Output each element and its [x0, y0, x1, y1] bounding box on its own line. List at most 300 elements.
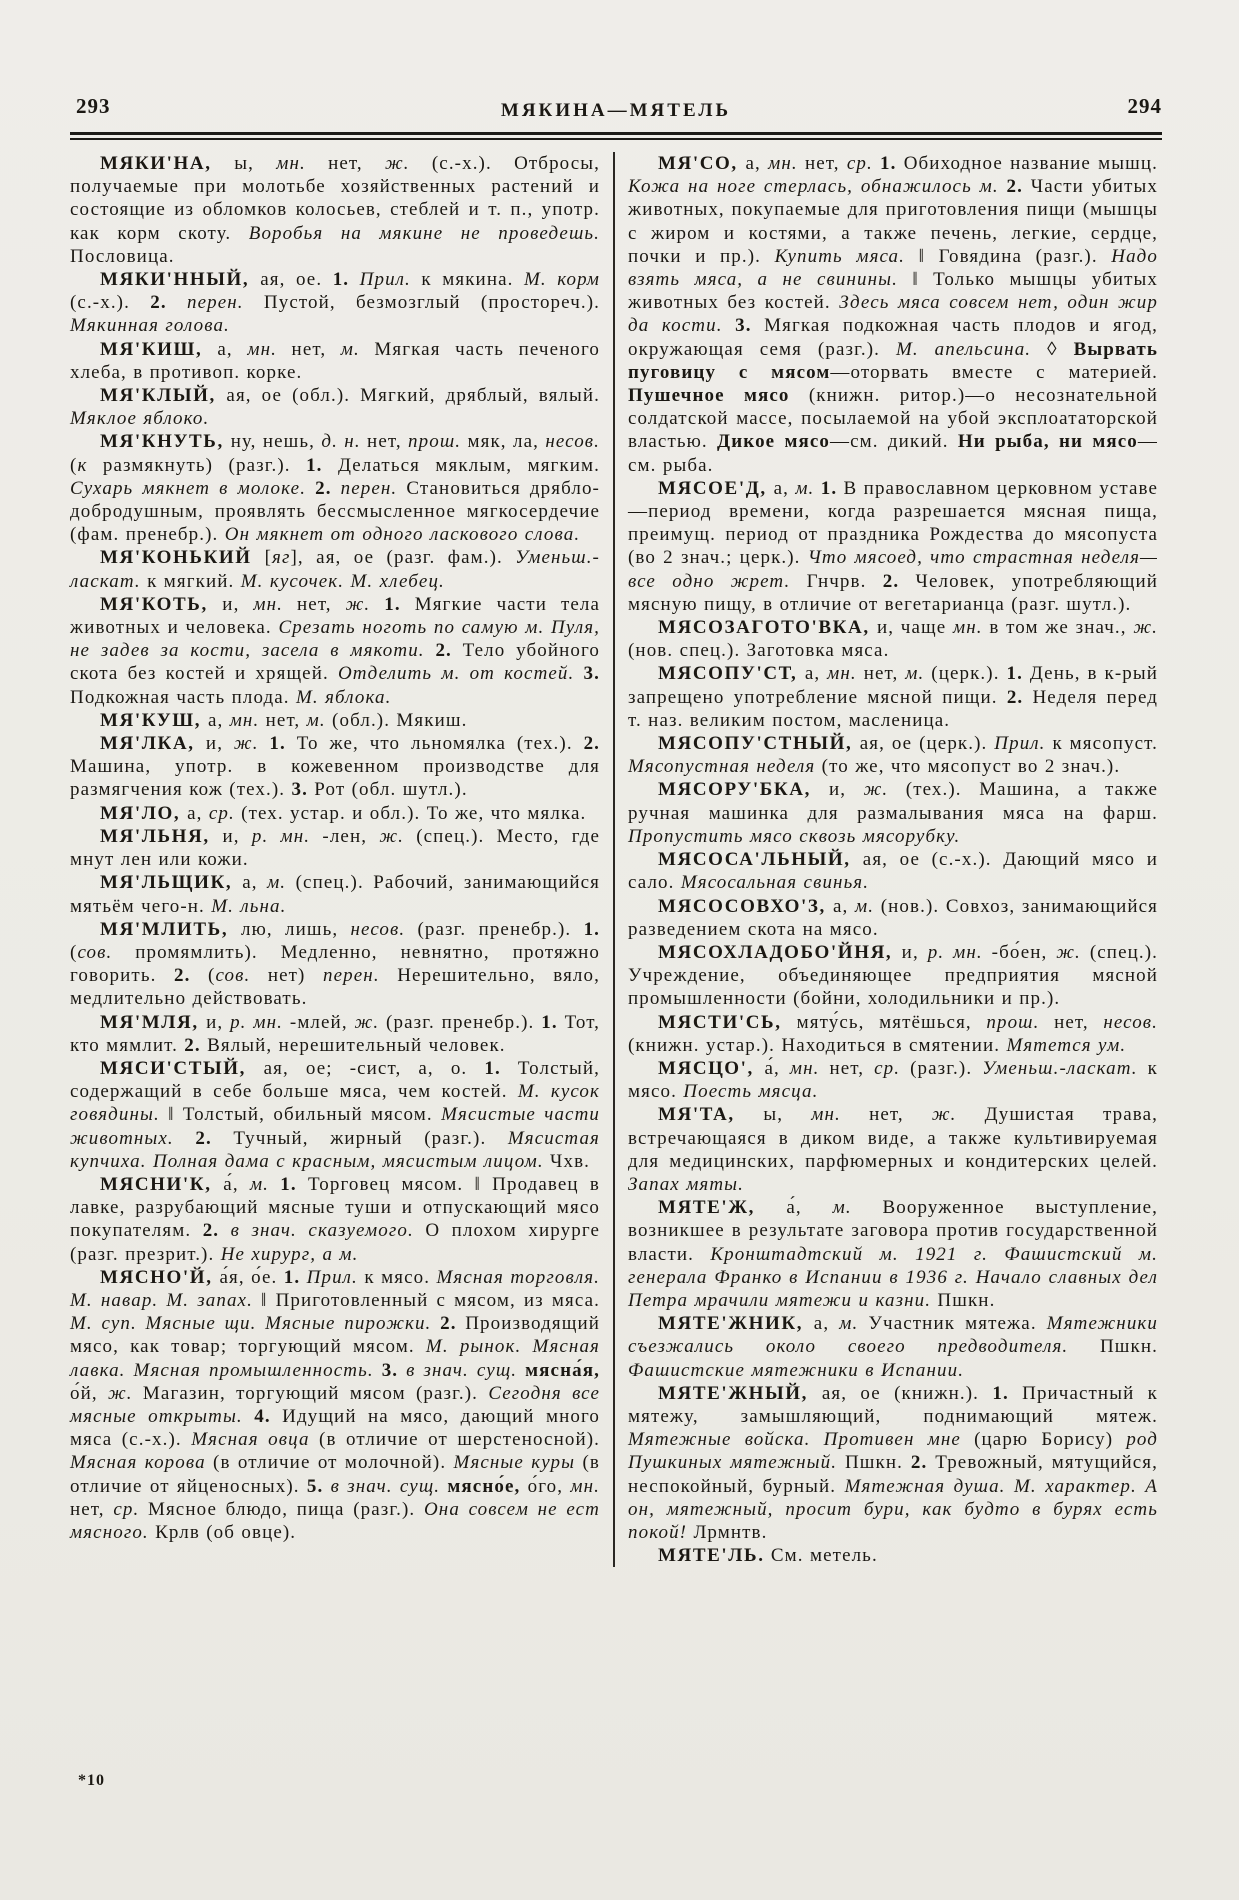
definition-text: ая, ое (книжн.).: [821, 1382, 993, 1404]
bold-text: Дикое мясо: [717, 431, 831, 453]
headword: МЯКИ'НА,: [100, 153, 235, 174]
headword: МЯ'КОНЬКИЙ: [100, 547, 265, 569]
bold-text: 1.: [820, 477, 838, 499]
headword: МЯ'КОТЬ,: [100, 593, 223, 615]
dictionary-entry: [70, 918, 600, 1011]
definition-text: а́,: [223, 1173, 250, 1195]
example-or-label-text: М. льна.: [211, 895, 287, 917]
headword: МЯТЕ'ЖНИК,: [658, 1313, 814, 1335]
example-or-label-text: сов.: [77, 941, 113, 963]
definition-text: (с.-х.). Отбросы, получаемые при молотьбе хозяйственных растений и состоящие из обломков колосьев, стеблей и т. п., употр. как корм скоту.: [70, 153, 600, 244]
example-or-label-text: несов.: [350, 918, 406, 940]
dictionary-entry: [70, 1011, 600, 1057]
definition-text: Чхв.: [543, 1150, 591, 1172]
definition-text: [167, 292, 187, 313]
definition-text: Толстый, содержащий в себе больше мяса, чем костей.: [70, 1057, 600, 1103]
dictionary-entry: [628, 477, 1158, 616]
bold-text: 1.: [280, 1173, 297, 1195]
definition-text: и,: [222, 593, 254, 615]
dictionary-entry: [70, 825, 600, 871]
definition-text: Гнчрв.: [790, 570, 883, 592]
definition-text: Тот, кто мямлит.: [70, 1011, 601, 1056]
definition-text: ну, нешь,: [230, 431, 322, 453]
definition-text: [574, 663, 583, 684]
definition-text: а́,: [786, 1197, 833, 1219]
definition-text: (спец.). Учреждение, объединяющее предприятия мясной промышленности (бойни, холодильники и пр.).: [628, 941, 1158, 1010]
definition-text: Торговец мясом. ‖ Продавец в лавке, разрубающий мясные туши и отпускающий мясо покупателям.: [70, 1173, 601, 1242]
definition-text: (то же, что мясопуст во 2 знач.).: [815, 756, 1121, 778]
dictionary-entry: [70, 384, 600, 430]
example-or-label-text: м.: [249, 1173, 270, 1195]
dictionary-entry: [70, 802, 600, 825]
dictionary-entry: [628, 152, 1158, 477]
definition-text: ‖ Только мышцы убитых животных без костей.: [628, 269, 1158, 314]
definition-text: [723, 315, 736, 336]
definition-text: [269, 1174, 280, 1195]
definition-text: -лен,: [310, 825, 380, 847]
headword: МЯСОПУ'СТ,: [658, 663, 805, 685]
definition-text: о́го,: [520, 1475, 571, 1497]
definition-text: (в отличие от шерстеносной).: [309, 1429, 600, 1451]
example-or-label-text: м.: [795, 477, 815, 499]
example-or-label-text: Воробья на мякине не проведешь.: [248, 222, 600, 244]
example-or-label-text: мн.: [247, 338, 277, 360]
headword: МЯСТИ'СЬ,: [658, 1011, 797, 1033]
definition-text: Части убитых животных, покупаемые для приготовления пищи (мышцы с жиром и костями, а также печень, легкие, сердце, почки и пр.).: [628, 176, 1158, 267]
bold-text: 2.: [1006, 176, 1023, 198]
example-or-label-text: Что мясоед, что страстная неделя—все одно жрет.: [628, 547, 1159, 592]
dictionary-entry: [628, 941, 1158, 1011]
headword: МЯТЕ'ЛЬ.: [658, 1545, 765, 1567]
example-or-label-text: Здесь мяса совсем нет, один жир да кости.: [628, 292, 1159, 337]
example-or-label-text: ср.: [113, 1498, 140, 1520]
example-or-label-text: Мякинная голова.: [70, 315, 230, 337]
headword: МЯ'ТА,: [658, 1104, 764, 1126]
definition-text: нет,: [797, 153, 847, 174]
left-column: [70, 152, 600, 1567]
example-or-label-text: р. мн.: [927, 941, 983, 963]
example-or-label-text: М. яблока.: [296, 686, 392, 708]
definition-text: нет,: [840, 1104, 932, 1126]
bold-text: 2.: [1006, 686, 1024, 708]
example-or-label-text: Мясная торговля. М. навар. М. запах.: [70, 1266, 601, 1311]
bold-text: 1.: [484, 1057, 501, 1079]
example-or-label-text: мн.: [229, 709, 260, 731]
bold-text: 1.: [283, 1266, 301, 1288]
page-content: [70, 94, 1162, 1567]
bold-text: Пушечное мясо: [628, 385, 790, 407]
definition-text: Мягкая часть печеного хлеба, в противоп. корке.: [70, 338, 600, 383]
bold-text: 1.: [541, 1011, 558, 1033]
definition-text: а,: [187, 802, 209, 824]
definition-text: [259, 733, 270, 754]
definition-text: (: [70, 941, 78, 963]
definition-text: а́,: [764, 1057, 790, 1079]
example-or-label-text: ж.: [931, 1104, 957, 1126]
example-or-label-text: мн.: [789, 1057, 820, 1079]
headword: МЯ'ЛО,: [100, 802, 188, 824]
definition-text: (церк.).: [924, 663, 1007, 685]
definition-text: Пшкн.: [1068, 1336, 1158, 1358]
definition-text: Магазин, торгующий мясом (разг.).: [132, 1382, 489, 1404]
example-or-label-text: р. мн.: [230, 1011, 284, 1033]
example-or-label-text: ж.: [863, 779, 889, 801]
definition-text: [306, 478, 315, 499]
bold-text: 2.: [150, 292, 167, 314]
definition-text: к мясопуст.: [1045, 733, 1158, 755]
definition-text: [873, 153, 880, 174]
dictionary-entry: [70, 709, 600, 732]
example-or-label-text: М. рынок. Мясная лавка. Мясная промышленность.: [70, 1336, 600, 1381]
bold-text: 2.: [435, 640, 452, 662]
headword: МЯСОРУ'БКА,: [658, 779, 829, 801]
definition-text: [323, 1476, 330, 1497]
definition-text: Душистая трава, встречающаяся в диком виде, а также культивируемая для медицинских, парфюмерных и кондитерских целей.: [628, 1104, 1159, 1172]
headword: МЯСЦО',: [658, 1057, 765, 1079]
example-or-label-text: мн.: [811, 1104, 841, 1126]
example-or-label-text: мн.: [570, 1475, 600, 1497]
definition-text: Вялый, нерешительный человек.: [200, 1034, 506, 1056]
example-or-label-text: М. апельсина.: [895, 338, 1032, 360]
definition-text: ая, ое (обл.). Мягкий, дряблый, вялый.: [226, 385, 600, 407]
headword: МЯКИ'ННЫЙ,: [100, 269, 261, 291]
definition-text: -бо́ен,: [982, 941, 1057, 963]
example-or-label-text: м.: [832, 1197, 852, 1219]
example-or-label-text: Мясные куры: [453, 1452, 576, 1474]
definition-text: нет): [250, 965, 324, 987]
example-or-label-text: ж.: [1056, 941, 1081, 963]
definition-text: [374, 1360, 382, 1381]
text-columns: [70, 152, 1162, 1567]
definition-text: а,: [745, 153, 769, 174]
definition-text: Идущий на мясо, дающий много мяса (с.-х.).: [70, 1405, 600, 1451]
headword: МЯ'МЛЯ,: [100, 1011, 207, 1033]
bold-text: 4.: [254, 1405, 271, 1427]
example-or-label-text: м.: [267, 872, 287, 894]
example-or-label-text: Мятежные войска. Противен мне: [628, 1429, 961, 1451]
right-column: [628, 152, 1158, 1567]
page-number-right: 294: [1127, 94, 1162, 118]
example-or-label-text: Поесть мясца.: [683, 1081, 819, 1103]
bold-text: 3.: [583, 663, 600, 685]
example-or-label-text: яг: [272, 547, 291, 569]
definition-text: нет,: [283, 593, 346, 615]
example-or-label-text: М. суп. Мясные щи. Мясные пирожки.: [70, 1313, 432, 1335]
headword: МЯСИ'СТЫЙ,: [100, 1057, 264, 1079]
example-or-label-text: Кронштадтский м. 1921 г. Фашистский м. генерала Франко в Испании в 1936 г. Начало славных дел Петра мрачили мятежи и казни.: [628, 1243, 1158, 1311]
example-or-label-text: к: [77, 454, 88, 476]
definition-text: и,: [901, 941, 928, 963]
example-or-label-text: ж.: [233, 733, 259, 755]
definition-text: Тучный, жирный (разг.).: [211, 1127, 508, 1149]
example-or-label-text: ж.: [108, 1382, 133, 1404]
bold-text: 2.: [195, 1127, 212, 1149]
example-or-label-text: ж.: [345, 593, 371, 615]
dictionary-entry: [70, 152, 600, 268]
bold-text: 2.: [174, 965, 191, 987]
example-or-label-text: Надо взять мяса, а не свинины.: [628, 245, 1158, 291]
example-or-label-text: ж.: [354, 1011, 380, 1033]
bold-text: мясна́я,: [525, 1359, 600, 1381]
definition-text: Тревожный, мятущийся, неспокойный, бурный.: [628, 1452, 1158, 1497]
dictionary-entry: [70, 1266, 600, 1544]
example-or-label-text: Мясная овца: [191, 1429, 310, 1451]
bold-text: 1.: [306, 454, 323, 476]
definition-text: [398, 1360, 406, 1381]
definition-text: нет,: [305, 153, 385, 174]
definition-text: О плохом хирурге (разг. презрит.).: [70, 1220, 600, 1265]
page-number-left: 293: [76, 94, 111, 118]
example-or-label-text: Мясистая купчиха. Полная дама с красным, мясистым лицом.: [70, 1127, 600, 1172]
definition-text: нет,: [819, 1057, 875, 1079]
definition-text: ая, ое; -сист, а, о.: [263, 1057, 485, 1079]
definition-text: —см. дикий.: [830, 431, 958, 453]
definition-text: и,: [205, 733, 234, 755]
example-or-label-text: ж.: [379, 825, 404, 847]
bold-text: Ни рыба, ни мясо: [957, 431, 1138, 453]
definition-text: нет,: [360, 431, 409, 453]
example-or-label-text: м.: [839, 1313, 859, 1335]
definition-text: (разг.).: [900, 1057, 983, 1079]
definition-text: Причастный к мятежу, замышляющий, поднимающий мятеж.: [628, 1382, 1158, 1427]
bold-text: 1.: [880, 153, 897, 174]
example-or-label-text: Мятежники съезжались около своего предводителя.: [628, 1313, 1159, 1358]
example-or-label-text: мн.: [768, 153, 798, 174]
headword: МЯТЕ'Ж,: [658, 1197, 787, 1219]
example-or-label-text: Прил.: [994, 733, 1046, 755]
definition-text: а,: [217, 338, 248, 360]
example-or-label-text: ж.: [1133, 617, 1158, 639]
headword: МЯСОСА'ЛЬНЫЙ,: [658, 849, 863, 871]
dictionary-entry: [70, 338, 600, 384]
definition-text: См. метель.: [764, 1545, 878, 1567]
definition-text: нет,: [259, 709, 307, 731]
headword: МЯСОХЛАДОБО'ЙНЯ,: [658, 941, 902, 963]
definition-text: [431, 1313, 440, 1334]
dictionary-entry: [628, 848, 1158, 894]
definition-text: (в отличие от яйценосных).: [70, 1452, 600, 1497]
dictionary-entry: [628, 1057, 1158, 1103]
example-or-label-text: ср.: [846, 153, 873, 174]
headword: МЯСНИ'К,: [100, 1173, 224, 1195]
definition-text: а,: [242, 872, 268, 894]
example-or-label-text: Она совсем не ест мясного.: [70, 1498, 600, 1543]
definition-text: [349, 269, 360, 290]
headword: МЯ'СО,: [658, 153, 746, 174]
definition-text: ы,: [763, 1104, 812, 1126]
example-or-label-text: р. мн.: [251, 825, 311, 847]
definition-text: Мягкие части тела животных и человека.: [70, 593, 601, 639]
definition-text: [425, 640, 436, 661]
definition-text: Пшкн.: [837, 1452, 911, 1474]
definition-text: и,: [222, 825, 252, 847]
definition-text: Человек, употребляющий мясную пищу, в отличие от вегетарианца (разг. шутл.).: [628, 570, 1158, 615]
example-or-label-text: Он мякнет от одного ласкового слова.: [224, 524, 581, 546]
dictionary-entry: [628, 1011, 1158, 1057]
dictionary-entry: [628, 895, 1158, 941]
definition-text: ая, ое (церк.).: [859, 733, 995, 755]
definition-text: нет,: [856, 663, 906, 685]
dictionary-entry: [628, 778, 1158, 848]
definition-text: Подкожная часть плода.: [70, 686, 296, 708]
definition-text: Пшкн.: [931, 1289, 996, 1311]
dictionary-entry: [70, 871, 600, 917]
example-or-label-text: ср.: [208, 802, 235, 824]
definition-text: а,: [207, 709, 230, 731]
bold-text: 2.: [910, 1452, 928, 1474]
definition-text: Пустой, безмозглый (простореч.).: [243, 292, 600, 314]
bold-text: 3.: [291, 779, 308, 801]
example-or-label-text: Мяклое яблоко.: [70, 408, 210, 430]
example-or-label-text: мн.: [952, 617, 983, 639]
definition-text: (с.-х.).: [70, 292, 151, 314]
dictionary-entry: [628, 1312, 1158, 1382]
bold-text: 1.: [269, 733, 286, 755]
definition-text: Делаться мяклым, мягким.: [322, 454, 600, 476]
example-or-label-text: Срезать ноготь по самую м. Пуля, не задев за кости, засела в мякоти.: [70, 617, 601, 662]
example-or-label-text: в знач. сущ.: [406, 1359, 518, 1381]
headword: МЯСНО'Й,: [100, 1266, 220, 1288]
definition-text: ая, ое (с.-х.). Дающий мясо и сало.: [628, 849, 1158, 894]
example-or-label-text: в знач. сущ.: [330, 1475, 441, 1497]
definition-text: Мясное блюдо, пища (разг.).: [139, 1498, 424, 1520]
headword: МЯ'КУШ,: [100, 709, 208, 731]
dictionary-entry: [70, 430, 600, 546]
definition-text: (царю Борису): [960, 1429, 1127, 1451]
bold-text: 2.: [583, 733, 601, 755]
definition-text: нет,: [276, 338, 341, 360]
dictionary-entry: [70, 268, 600, 338]
definition-text: Участник мятежа.: [858, 1313, 1047, 1335]
dictionary-entry: [70, 732, 600, 802]
example-or-label-text: Мясистые части животных.: [70, 1104, 601, 1149]
definition-text: промямлить). Медленно, невнятно, протяжно говорить.: [70, 941, 600, 987]
bold-text: мясно́е,: [447, 1475, 521, 1497]
definition-text: а,: [773, 477, 796, 499]
example-or-label-text: в знач. сказуемого.: [230, 1220, 414, 1242]
example-or-label-text: Фашистские мятежники в Испании.: [628, 1359, 965, 1381]
example-or-label-text: мн.: [276, 153, 306, 174]
headword: МЯ'ЛКА,: [100, 733, 206, 755]
example-or-label-text: перен.: [340, 477, 398, 499]
definition-text: (нов. спец.). Заготовка мяса.: [628, 640, 890, 662]
definition-text: [332, 478, 341, 499]
example-or-label-text: Прил.: [359, 269, 411, 291]
definition-text: —см. рыба.: [628, 431, 1158, 476]
headword: МЯТЕ'ЖНЫЙ,: [658, 1382, 822, 1404]
definition-text: Неделя перед т. наз. великим постом, масленица.: [628, 686, 1158, 731]
headword: МЯ'ЛЬЩИК,: [100, 872, 243, 894]
definition-text: ‖ Говядина (разг.).: [905, 245, 1112, 267]
dictionary-entry: [628, 662, 1158, 732]
dictionary-entry: [628, 616, 1158, 662]
example-or-label-text: перен.: [323, 965, 380, 987]
definition-text: а́я, о́е.: [219, 1266, 284, 1288]
example-or-label-text: несов.: [545, 431, 601, 453]
definition-text: [517, 1360, 525, 1381]
headword: МЯСОЕ'Д,: [658, 477, 774, 499]
dictionary-entry: [628, 1196, 1158, 1312]
example-or-label-text: прош.: [986, 1011, 1040, 1033]
definition-text: —оторвать вместе с материей.: [830, 361, 1158, 383]
bold-text: 2.: [184, 1034, 201, 1056]
definition-text: ы,: [234, 153, 277, 174]
definition-text: и, чаще: [876, 617, 953, 639]
definition-text: (спец.). Место, где мнут лен или кожи.: [70, 825, 600, 871]
dictionary-entry: [628, 1544, 1158, 1567]
example-or-label-text: сов.: [215, 965, 251, 987]
headword: МЯ'ЛЬНЯ,: [100, 825, 223, 847]
example-or-label-text: м.: [855, 895, 875, 917]
definition-text: нет,: [1039, 1011, 1104, 1033]
definition-text: мяк, ла,: [461, 431, 546, 453]
definition-text: в том же знач.,: [982, 617, 1134, 639]
headword: МЯ'КНУТЬ,: [100, 431, 231, 453]
dictionary-entry: [70, 593, 600, 709]
definition-text: [243, 1406, 254, 1427]
example-or-label-text: ср.: [874, 1057, 901, 1079]
definition-text: В православном церковном уставе—период времени, когда разрешается мясная пища, преимущ. период от праздника Рождества до мясопуста (во 2 знач.; церк.).: [628, 477, 1159, 569]
example-or-label-text: Уменьш.-ласкат.: [70, 547, 600, 592]
definition-text: о́й,: [70, 1382, 109, 1404]
column-divider-rule: [613, 152, 615, 1567]
definition-text: [: [264, 547, 273, 569]
definition-text: Машина, употр. в кожевенном производстве для размягчения кож (тех.).: [70, 756, 600, 801]
example-or-label-text: Мятежная душа. М. характер. А он, мятежный, просит бури, как будто в бурях есть покой!: [628, 1475, 1159, 1543]
header-double-rule: [70, 132, 1162, 140]
definition-text: (спец.). Рабочий, занимающийся мятьём чего-н.: [70, 872, 600, 917]
bold-text: 3.: [735, 315, 752, 337]
example-or-label-text: прош.: [408, 431, 462, 453]
bold-text: Вырвать пуговицу с мясом: [628, 338, 1158, 383]
definition-text: к мягкий.: [140, 570, 241, 592]
definition-text: Крлв (об овце).: [148, 1521, 297, 1543]
definition-text: (в отличие от молочной).: [205, 1452, 454, 1474]
definition-text: Становиться дрябло-добродушным, проявлять бессмысленное мягкосердечие (фам. пренебр.).: [70, 477, 600, 546]
bold-text: 1.: [992, 1382, 1009, 1404]
definition-text: (: [190, 965, 216, 987]
definition-text: Рот (обл. шутл.).: [307, 779, 468, 801]
definition-text: То же, что льномялка (тех.).: [285, 733, 584, 755]
example-or-label-text: Мятется ум.: [1006, 1034, 1127, 1056]
bold-text: 1.: [332, 269, 350, 291]
definition-text: День, в к-рый запрещено употребление мясной пищи.: [628, 663, 1159, 708]
headword: МЯСОЗАГОТО'ВКА,: [658, 617, 877, 639]
definition-text: (разг. пренебр.).: [379, 1011, 542, 1033]
example-or-label-text: несов.: [1103, 1011, 1158, 1033]
bold-text: 1.: [384, 593, 401, 615]
definition-text: (тех. устар. и обл.). То же, что мялка.: [234, 802, 587, 824]
definition-text: ], ая, ое (разг. фам.).: [290, 547, 516, 569]
definition-text: Вооруженное выступление, возникшее в результате заговора против государственной власти.: [628, 1197, 1158, 1265]
definition-text: Мягкая подкожная часть плодов и ягод, окружающая семя (разг.).: [628, 315, 1158, 360]
example-or-label-text: Прил.: [306, 1266, 358, 1288]
example-or-label-text: Не хирург, а м.: [220, 1243, 359, 1265]
example-or-label-text: мн.: [253, 593, 284, 615]
example-or-label-text: Запах мяты.: [628, 1173, 744, 1195]
headword: МЯ'КЛЫЙ,: [100, 385, 227, 407]
definition-text: нет,: [70, 1498, 114, 1520]
headword: МЯСОСОВХО'З,: [658, 895, 834, 917]
bold-text: 2.: [315, 477, 332, 499]
bold-text: 3.: [381, 1359, 399, 1381]
example-or-label-text: М. корм: [523, 269, 601, 291]
definition-text: [370, 594, 384, 615]
definition-text: (книжн. устар.). Находиться в смятении.: [628, 1034, 1007, 1056]
example-or-label-text: Сухарь мякнет в молоке.: [70, 477, 307, 499]
definition-text: размякнуть) (разг.).: [87, 454, 307, 476]
definition-text: (обл.). Мякиш.: [325, 709, 468, 731]
